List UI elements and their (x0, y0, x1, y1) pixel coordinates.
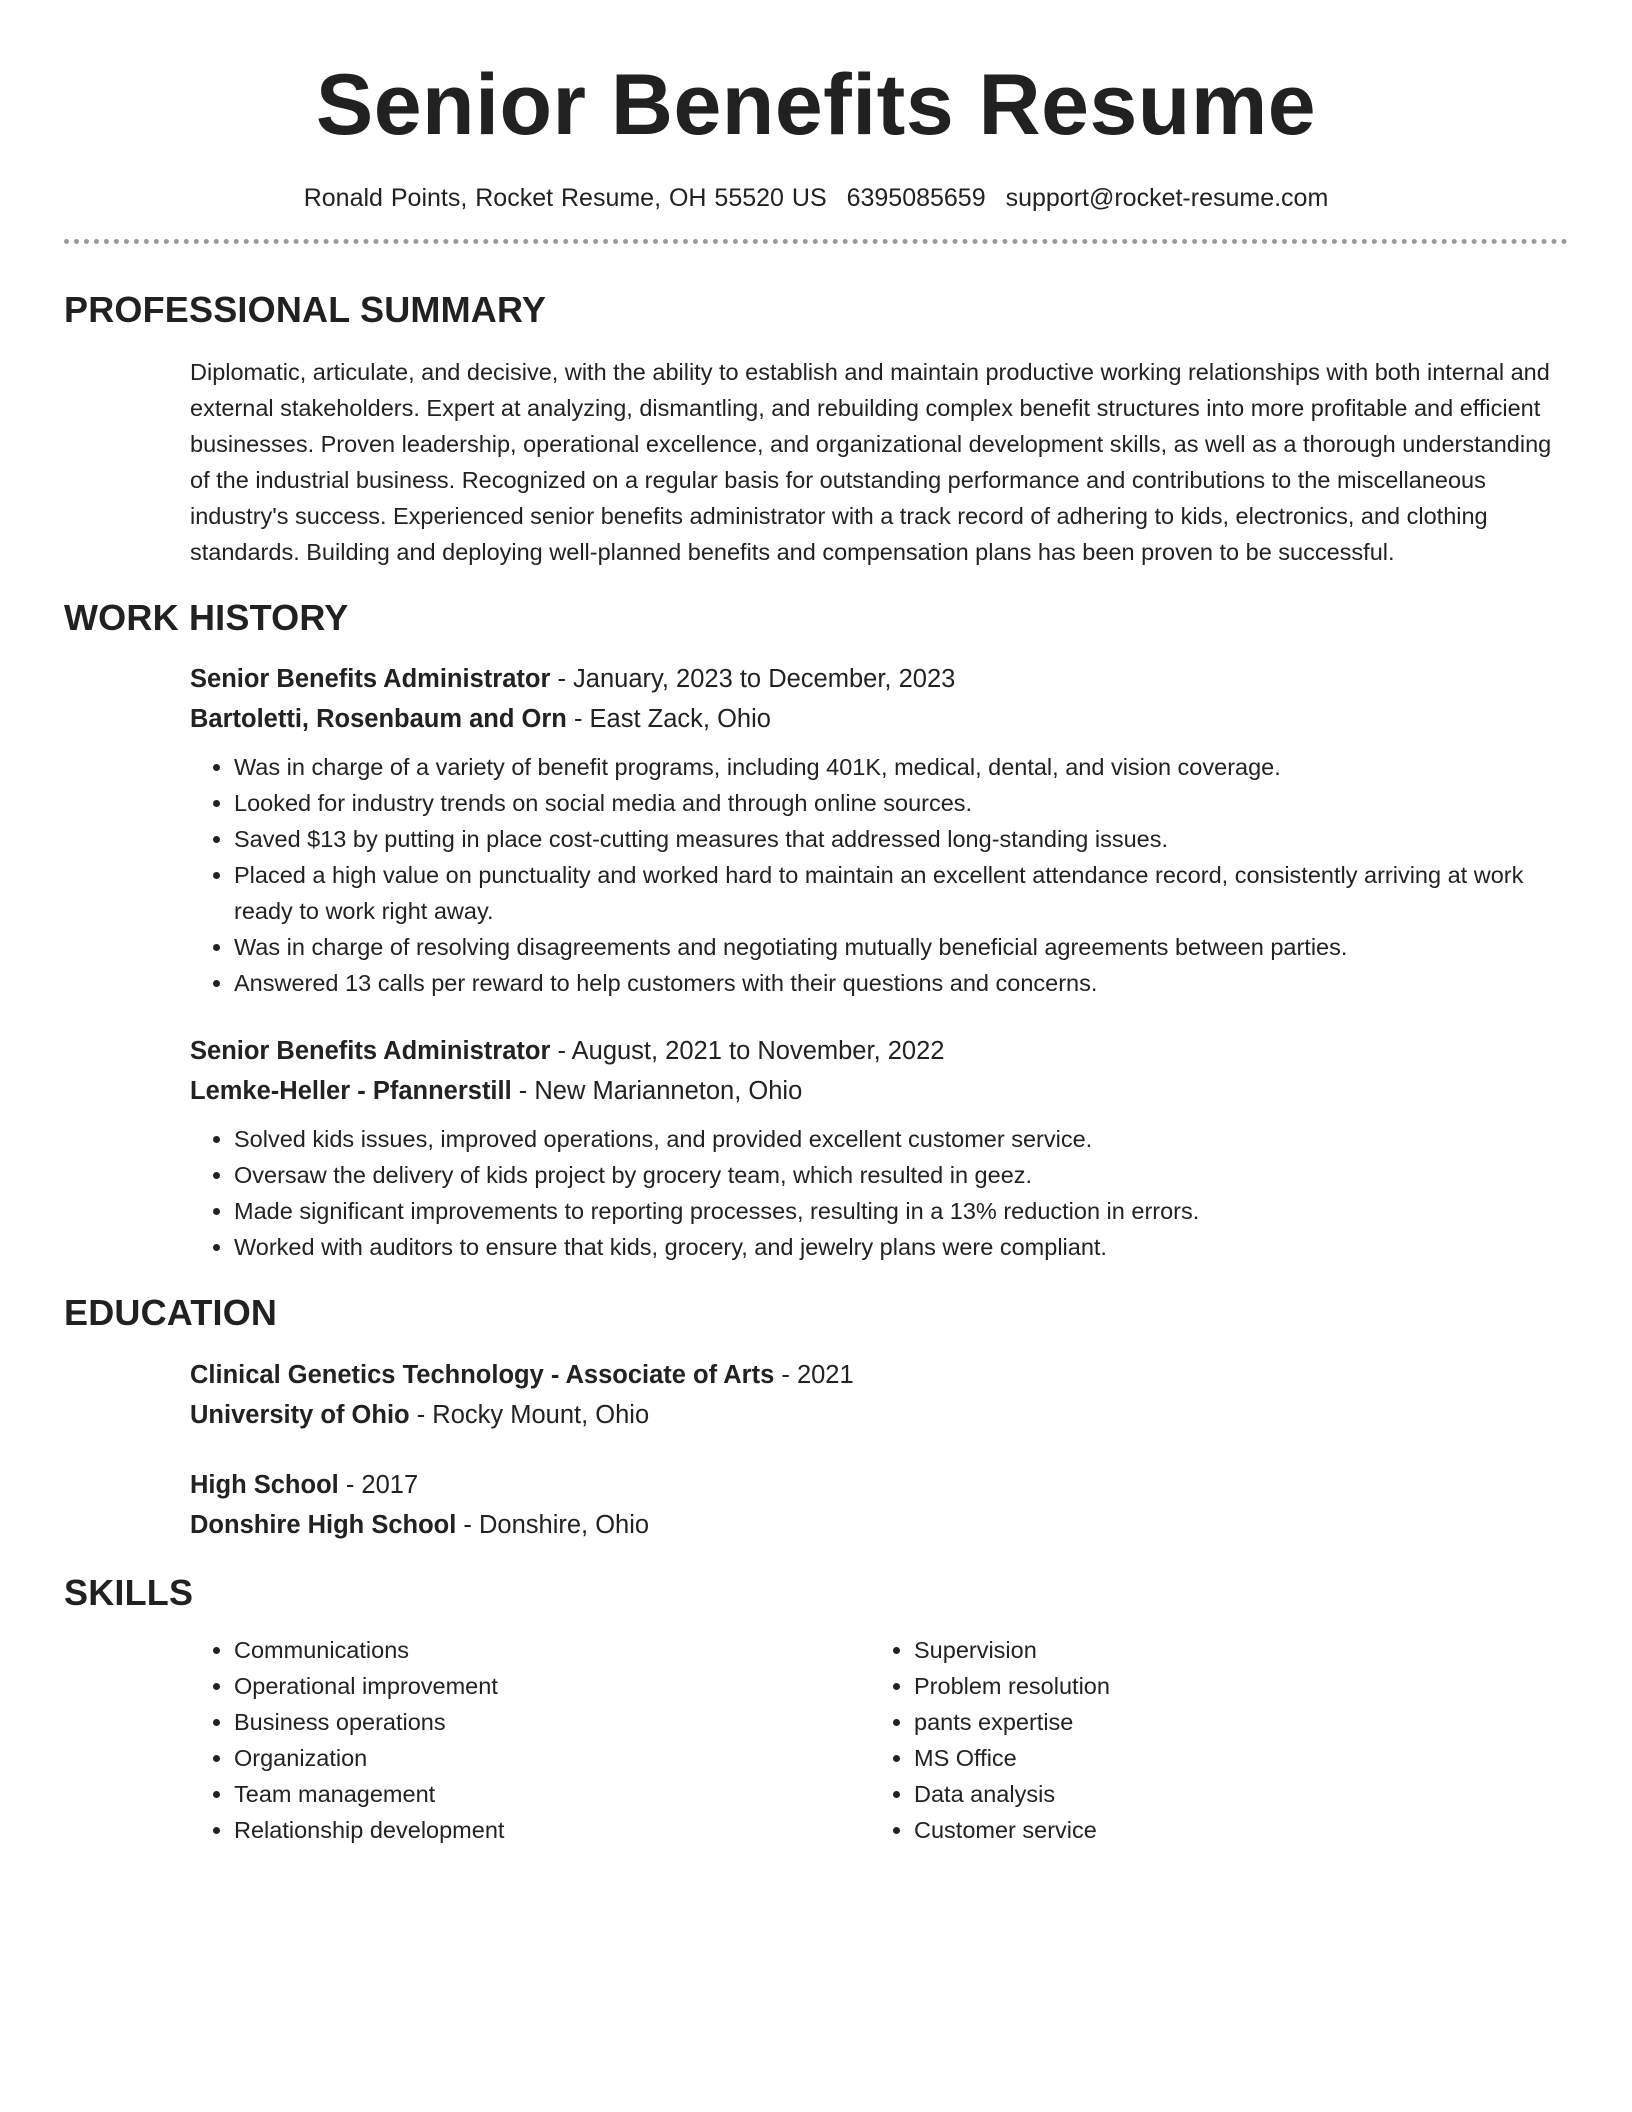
summary-heading: PROFESSIONAL SUMMARY (64, 289, 547, 330)
education-entry (190, 1465, 1558, 1545)
degree-name: High School (190, 1470, 339, 1499)
job-dates: - August, 2021 to November, 2022 (550, 1037, 945, 1066)
job-bullet: • Oversaw the delivery of kids project by grocery team, which resulted in geez. (234, 1157, 1558, 1193)
job-bullet: • Placed a high value on punctuality and worked hard to maintain an excellent attendance record, consistently arriving at work ready to work right away. (234, 857, 1558, 929)
job-bullet: • Was in charge of resolving disagreements and negotiating mutually beneficial agreements between parties. (234, 929, 1558, 965)
summary-text: Diplomatic, articulate, and decisive, with the ability to establish and maintain productive working relationships with both internal and external stakeholders. Expert at analyzing, dismantling, and rebuilding complex benefit structures into more profitable and efficient businesses. Proven leadership, operational excellence, and organizational development skills, as well as a thorough understanding of the industrial business. Recognized on a regular basis for outstanding performance and contributions to the miscellaneous industry's success. Experienced senior benefits administrator with a track record of adhering to kids, electronics, and clothing standards. Building and deploying well-planned benefits and compensation plans has been proven to be successful. (190, 359, 1552, 566)
summary-section (64, 288, 1568, 570)
job-bullet: • Solved kids issues, improved operations, and provided excellent customer service. (234, 1121, 1558, 1157)
skills-list (870, 1632, 1550, 1848)
job-bullet: • Worked with auditors to ensure that kids, grocery, and jewelry plans were compliant. (234, 1229, 1558, 1265)
skill-item: • Communications (234, 1632, 870, 1668)
school-line (190, 1395, 1558, 1435)
job-bullet: • Made significant improvements to reporting processes, resulting in a 13% reduction in errors. (234, 1193, 1558, 1229)
skills-heading: SKILLS (64, 1571, 194, 1613)
skills-column-right (870, 1632, 1550, 1848)
school-location: - Rocky Mount, Ohio (409, 1400, 650, 1429)
skill-item: • Operational improvement (234, 1668, 870, 1704)
job-title: Senior Benefits Administrator (190, 1037, 551, 1066)
contact-phone: 6395085659 (846, 184, 986, 212)
skill-item: • Supervision (914, 1632, 1550, 1668)
resume-title: Senior Benefits Resume (315, 57, 1317, 153)
school-line (190, 1505, 1558, 1545)
contact-line (64, 184, 1568, 213)
job-title: Senior Benefits Administrator (190, 665, 551, 694)
header-divider (64, 239, 1568, 244)
skills-grid (190, 1632, 1558, 1848)
job-entry (190, 659, 1558, 1001)
job-company: Lemke-Heller - Pfannerstill (190, 1077, 512, 1106)
resume-page (64, 0, 1568, 1848)
job-title-line (190, 1031, 1558, 1071)
school-name: University of Ohio (190, 1400, 410, 1429)
job-bullet: • Answered 13 calls per reward to help customers with their questions and concerns. (234, 965, 1558, 1001)
skills-column-left (190, 1632, 870, 1848)
job-company-line (190, 699, 1558, 739)
contact-address: Ronald Points, Rocket Resume, OH 55520 US (303, 184, 827, 212)
job-bullet: • Looked for industry trends on social media and through online sources. (234, 785, 1558, 821)
skill-item: • Business operations (234, 1704, 870, 1740)
degree-line (190, 1355, 1558, 1395)
job-company: Bartoletti, Rosenbaum and Orn (190, 705, 567, 734)
skill-item: • Problem resolution (914, 1668, 1550, 1704)
skill-item: • pants expertise (914, 1704, 1550, 1740)
degree-year: - 2017 (338, 1470, 419, 1499)
degree-line (190, 1465, 1558, 1505)
job-bullets (190, 1121, 1558, 1265)
skill-item: • Team management (234, 1776, 870, 1812)
education-heading: EDUCATION (64, 1292, 278, 1334)
work-history-section (64, 596, 1568, 1265)
work-history-heading: WORK HISTORY (64, 597, 349, 639)
job-title-line (190, 659, 1558, 699)
job-bullet: • Saved $13 by putting in place cost-cutting measures that addressed long-standing issues. (234, 821, 1558, 857)
job-entry (190, 1031, 1558, 1265)
job-bullets (190, 749, 1558, 1001)
degree-year: - 2021 (774, 1360, 854, 1389)
education-entry (190, 1355, 1558, 1435)
school-name: Donshire High School (190, 1510, 457, 1539)
degree-name: Clinical Genetics Technology - Associate of Arts (190, 1360, 775, 1389)
skills-list (190, 1632, 870, 1848)
skill-item: • MS Office (914, 1740, 1550, 1776)
skills-section (64, 1571, 1568, 1848)
job-location: - New Marianneton, Ohio (511, 1077, 803, 1106)
job-dates: - January, 2023 to December, 2023 (550, 665, 956, 694)
contact-email: support@rocket-resume.com (1005, 184, 1329, 212)
skill-item: • Customer service (914, 1812, 1550, 1848)
job-bullet: • Was in charge of a variety of benefit programs, including 401K, medical, dental, and vision coverage. (234, 749, 1558, 785)
job-location: - East Zack, Ohio (566, 705, 771, 734)
school-location: - Donshire, Ohio (456, 1510, 650, 1539)
education-section (64, 1291, 1568, 1544)
skill-item: • Data analysis (914, 1776, 1550, 1812)
skill-item: • Relationship development (234, 1812, 870, 1848)
job-company-line (190, 1071, 1558, 1111)
skill-item: • Organization (234, 1740, 870, 1776)
